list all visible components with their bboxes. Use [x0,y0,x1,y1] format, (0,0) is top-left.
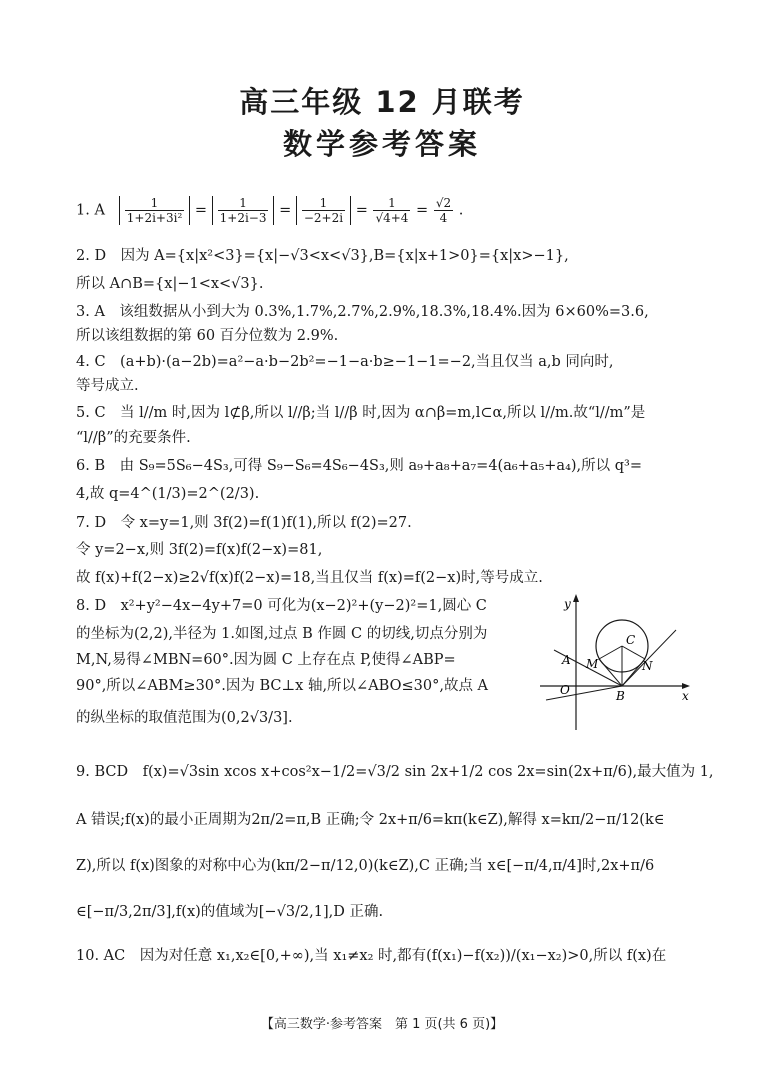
answer-2-line-1: 2. D 因为 A={x|x²<3}={x|−√3<x<√3},B={x|x+1>0}={x|x>−1}, [76,248,569,264]
eq-sign: = [279,202,292,219]
answer-8-line-3: M,N,易得∠MBN=60°.因为圆 C 上存在点 P,使得∠ABP= [76,652,456,668]
eq-sign: = [355,202,368,219]
answer-8-line-2: 的坐标为(2,2),半径为 1.如图,过点 B 作圆 C 的切线,切点分别为 [76,626,488,642]
frac-num: √2 [435,196,452,210]
eq-sign: = [416,202,429,219]
answer-3-line-2: 所以该组数据的第 60 百分位数为 2.9%. [76,328,339,344]
y-axis-arrow [573,594,579,602]
x-label: x [682,689,689,703]
answer-8-line-4: 90°,所以∠ABM≥30°.因为 BC⊥x 轴,所以∠ABO≤30°,故点 A [76,678,489,694]
abs-2 [212,196,275,225]
page-subtitle: 数学参考答案 [282,127,481,161]
answer-8-line-5: 的纵坐标的取值范围为(0,2√3/3]. [76,710,293,726]
point-n-label: N [642,659,653,673]
frac-den: 4 [439,211,448,225]
answer-1-prefix: 1. A [76,202,105,219]
point-a-label: A [562,653,571,667]
answer-9-line-3: Z),所以 f(x)图象的对称中心为(kπ/2−π/12,0)(k∈Z),C 正确;当 x∈[−π/4,π/4]时,2x+π/6 [76,858,655,874]
answer-4-line-2: 等号成立. [76,378,139,394]
y-label: y [564,597,571,611]
period: . [458,202,464,219]
answer-7-line-2: 令 y=2−x,则 3f(2)=f(x)f(2−x)=81, [76,542,323,558]
frac-num: 1 [125,196,185,211]
answer-6-line-2: 4,故 q=4^(1/3)=2^(2/3). [76,486,260,502]
tangent-bm [599,659,622,686]
answer-1 [76,196,463,225]
answer-7-line-1: 7. D 令 x=y=1,则 3f(2)=f(1)f(1),所以 f(2)=27. [76,515,412,531]
answer-6-line-1: 6. B 由 S₉=5S₆−4S₃,可得 S₉−S₆=4S₆−4S₃,则 a₉+a₈+a₇=4(a₆+a₅+a₄),所以 q³= [76,458,643,474]
frac-den: 1+2i−3 [219,211,267,225]
point-m-label: M [586,657,599,671]
abs-1 [119,196,191,225]
answer-8-line-1: 8. D x²+y²−4x−4y+7=0 可化为(x−2)²+(y−2)²=1,圆心 C [76,598,487,614]
abs-3 [296,196,351,225]
circle-tangent-figure [536,590,696,740]
answer-5-line-1: 5. C 当 l//m 时,因为 l⊄β,所以 l//β;当 l//β 时,因为 α∩β=m,l⊂α,所以 l//m.故“l//m”是 [76,405,646,421]
answer-3-line-1: 3. A 该组数据从小到大为 0.3%,1.7%,2.7%,2.9%,18.3%,18.4%.因为 6×60%=3.6, [76,304,649,320]
answer-5-line-2: “l//β”的充要条件. [76,430,191,446]
origin-label: O [560,683,570,697]
frac-den: −2+2i [303,211,344,225]
frac-num: 1 [218,196,269,211]
radius-cm [599,646,622,659]
tangent-line-bm-ext [546,686,622,700]
frac-num: 1 [302,196,345,211]
answer-9-line-1: 9. BCD f(x)=√3sin xcos x+cos²x−1/2=√3/2 sin 2x+1/2 cos 2x=sin(2x+π/6),最大值为 1, [76,764,714,780]
answer-10-line-1: 10. AC 因为对任意 x₁,x₂∈[0,+∞),当 x₁≠x₂ 时,都有(f(x₁)−f(x₂))/(x₁−x₂)>0,所以 f(x)在 [76,948,667,964]
frac-num: 1 [373,196,410,211]
answer-9-line-2: A 错误;f(x)的最小正周期为2π/2=π,B 正确;令 2x+π/6=kπ(k∈Z),解得 x=kπ/2−π/12(k∈ [76,812,665,828]
frac-den: √4+4 [375,211,409,225]
answer-9-line-4: ∈[−π/3,2π/3],f(x)的值域为[−√3/2,1],D 正确. [76,904,384,920]
eq-sign: = [194,202,208,219]
frac-den: 1+2i+3i² [126,211,183,225]
answer-2-line-2: 所以 A∩B={x|−1<x<√3}. [76,276,264,292]
radius-cn [622,646,645,659]
page-title: 高三年级 12 月联考 [239,85,525,119]
point-b-label: B [616,689,625,703]
answer-7-line-3: 故 f(x)+f(2−x)≥2√f(x)f(2−x)=18,当且仅当 f(x)=f(2−x)时,等号成立. [76,570,543,586]
page-footer: 【高三数学·参考答案 第 1 页(共 6 页)】 [260,1017,504,1032]
answer-4-line-1: 4. C (a+b)·(a−2b)=a²−a·b−2b²=−1−a·b≥−1−1=−2,当且仅当 a,b 同向时, [76,354,614,370]
point-c-label: C [626,633,636,647]
